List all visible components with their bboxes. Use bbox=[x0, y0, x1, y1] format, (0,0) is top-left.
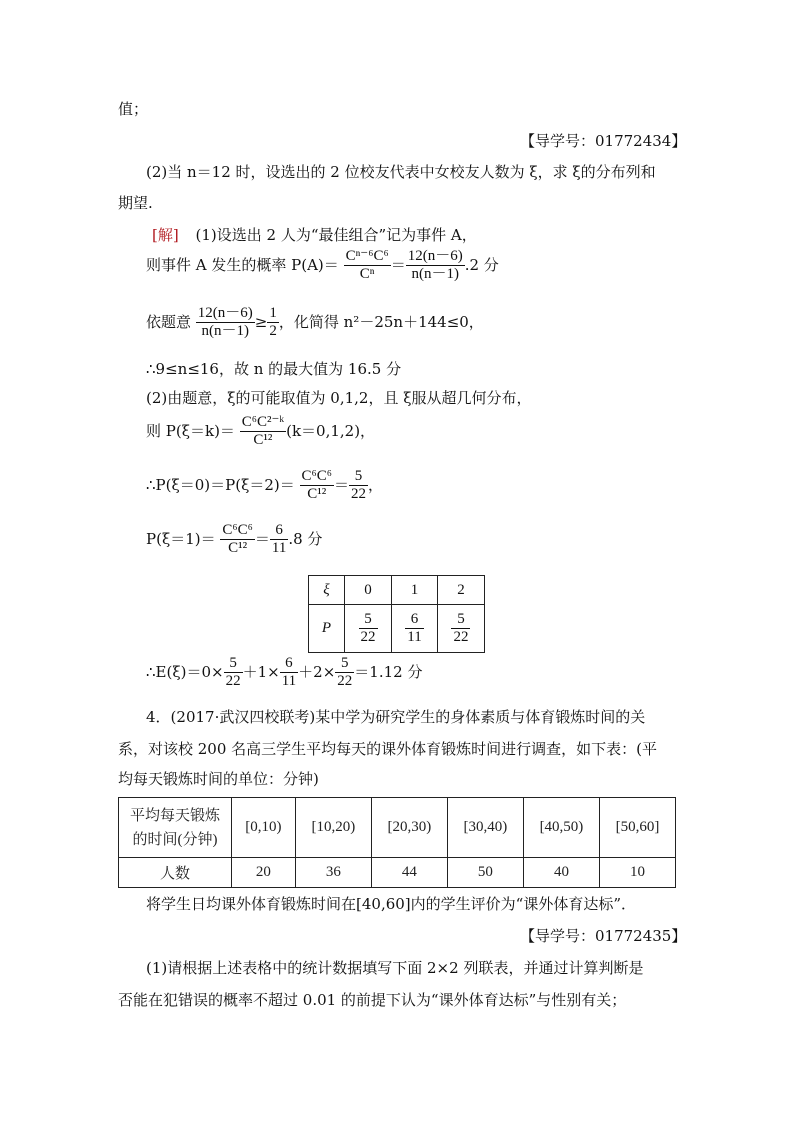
table-header-label: 平均每天锻炼 的时间(分钟) bbox=[119, 798, 232, 858]
fraction: $\frac{6}{11}$ bbox=[407, 610, 422, 645]
fraction: $\frac{12(n-6)}{n(n-1)}$ bbox=[197, 305, 253, 340]
table-row: ξ 0 1 2 bbox=[309, 576, 485, 605]
solution-part2-line-1: (2)由题意，ξ的可能取值为 0,1,2，且 ξ服从超几何分布， bbox=[146, 389, 532, 407]
table-row: 人数 20 36 44 50 40 10 bbox=[119, 858, 676, 888]
problem-4-line3: 均每天锻炼时间的单位：分钟) bbox=[118, 770, 319, 788]
question-2-line1: (2)当 n＝12 时，设选出的 2 位校友代表中女校友人数为 ξ，求 ξ的分布列和 bbox=[146, 163, 656, 181]
solution-line-2: 则事件 A 发生的概率 P(A)＝ $\frac{\text{Cⁿ⁻⁶C⁶}}{\text{Cⁿ}}$ ＝ $\frac{12(n-6)}{n(n-1)}$ .2 分 bbox=[146, 248, 499, 283]
solution-line-3: 依题意 $\frac{12(n-6)}{n(n-1)}$ ≥ $\frac{1}{2}$ ，化简得 n²－25n＋144≤0， bbox=[146, 305, 484, 340]
distribution-table bbox=[308, 575, 485, 653]
fraction: $\frac{6}{11}$ bbox=[281, 655, 297, 690]
text-line: 值； bbox=[118, 100, 149, 118]
solution-part2-line-4: P(ξ＝1)＝ $\frac{\text{C⁶C⁶}}{\text{C¹²}}$ ＝ $\frac{6}{11}$ .8 分 bbox=[146, 522, 323, 557]
table-row: 平均每天锻炼 的时间(分钟) [0,10) [10,20) [20,30) [30,40) [40,50) [50,60] bbox=[119, 798, 676, 858]
fraction: $\frac{5}{22}$ bbox=[225, 655, 241, 690]
table-row: P $\frac{5}{22}$ $\frac{6}{11}$ $\frac{5}{22}$ bbox=[309, 605, 485, 653]
fraction: $\frac{\text{C⁶C²⁻ᵏ}}{\text{C¹²}}$ bbox=[241, 414, 285, 449]
fraction: $\frac{5}{22}$ bbox=[337, 655, 353, 690]
fraction: $\frac{5}{22}$ bbox=[453, 610, 469, 645]
fraction: $\frac{1}{2}$ bbox=[269, 305, 277, 340]
fraction: $\frac{\text{C⁶C⁶}}{\text{C¹²}}$ bbox=[301, 468, 332, 503]
fraction: $\frac{\text{C⁶C⁶}}{\text{C¹²}}$ bbox=[222, 522, 253, 557]
problem-4-definition: 将学生日均课外体育锻炼时间在[40,60]内的学生评价为“课外体育达标”． bbox=[146, 895, 636, 913]
fraction: $\frac{5}{22}$ bbox=[360, 610, 376, 645]
solution-part2-line-2: 则 P(ξ＝k)＝ $\frac{\text{C⁶C²⁻ᵏ}}{\text{C¹²}}$ (k＝0,1,2)， bbox=[146, 414, 376, 449]
solution-line-1: [解] (1)设选出 2 人为“最佳组合”记为事件 A， bbox=[152, 226, 477, 244]
fraction: $\frac{6}{11}$ bbox=[271, 522, 287, 557]
solution-line-4: ∴9≤n≤16，故 n 的最大值为 16.5 分 bbox=[146, 360, 402, 378]
guide-number: 【导学号：01772435】 bbox=[520, 927, 687, 945]
problem-4-line1: 4．(2017·武汉四校联考)某中学为研究学生的身体素质与体育锻炼时间的关 bbox=[146, 708, 646, 726]
problem-4-q1-line1: (1)请根据上述表格中的统计数据填写下面 2×2 列联表，并通过计算判断是 bbox=[146, 959, 644, 977]
solution-part2-line-3: ∴P(ξ＝0)＝P(ξ＝2)＝ $\frac{\text{C⁶C⁶}}{\text{C¹²}}$ ＝ $\frac{5}{22}$ ， bbox=[146, 468, 384, 503]
problem-4-line2: 系，对该校 200 名高三学生平均每天的课外体育锻炼时间进行调查，如下表：(平 bbox=[118, 740, 658, 758]
guide-number: 【导学号：01772434】 bbox=[520, 132, 687, 150]
problem-4-q1-line2: 否能在犯错误的概率不超过 0.01 的前提下认为“课外体育达标”与性别有关； bbox=[118, 991, 627, 1009]
fraction: $\frac{5}{22}$ bbox=[351, 468, 367, 503]
question-2-line2: 期望. bbox=[118, 194, 153, 212]
solution-tag: [解] bbox=[152, 226, 179, 244]
fraction: $\frac{\text{Cⁿ⁻⁶C⁶}}{\text{Cⁿ}}$ bbox=[345, 248, 389, 283]
fraction: $\frac{12(n-6)}{n(n-1)}$ bbox=[407, 248, 463, 283]
exercise-time-table bbox=[118, 797, 676, 888]
expectation-line: ∴E(ξ)＝0× $\frac{5}{22}$ ＋1× $\frac{6}{11}$ ＋2× $\frac{5}{22}$ ＝1.12 分 bbox=[146, 655, 423, 690]
